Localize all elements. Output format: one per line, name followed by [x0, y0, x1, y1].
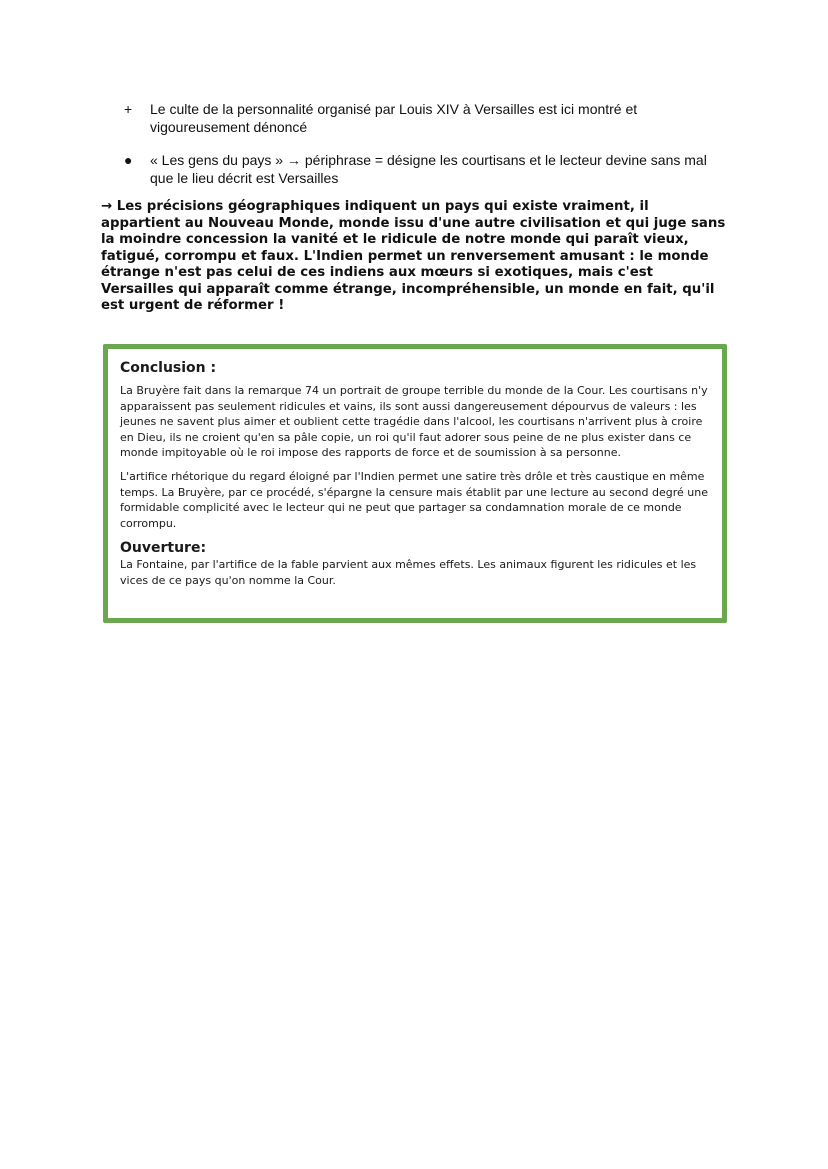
conclusion-paragraph: La Bruyère fait dans la remarque 74 un portrait de groupe terrible du monde de la Cour. Les courtisans n'y apparaissent pas seulement ridicules et vains, ils sont aussi dangereusement dépourvus de valeurs : les jeunes ne savent plus aimer et oublient cette tragédie dans l'alcool, les courtisans n'arrivent plus à croire en Dieu, ils ne croient qu'en sa pâle copie, un roi qu'il faut adorer sous peine de ne plus exister dans ce monde impitoyable où le roi impose des rapports de force et de soumission à sa personne. [120, 384, 708, 460]
bullet-list [120, 100, 720, 202]
bullet-text: Le culte de la personnalité organisé par Louis XIV à Versailles est ici montré et vigoureusement dénoncé [150, 101, 638, 135]
dot-marker-icon: ● [124, 152, 133, 168]
conclusion-heading: Conclusion : [120, 360, 217, 376]
bullet-item-gens-du-pays [120, 151, 720, 187]
opening-paragraph: La Fontaine, par l'artifice de la fable parvient aux mêmes effets. Les animaux figurent les ridicules et les vices de ce pays qu'on nomme la Cour. [120, 558, 697, 587]
plus-marker-icon: + [124, 101, 133, 117]
conclusion-box [103, 344, 727, 623]
conclusion-paragraph: L'artifice rhétorique du regard éloigné par l'Indien permet une satire très drôle et très caustique en même temps. La Bruyère, par ce procédé, s'épargne la censure mais établit par une lecture au second degré une formidable complicité avec le lecteur qui ne peut que partager sa condamnation morale de ce monde corrompu. [120, 469, 708, 530]
bullet-text: « Les gens du pays » → périphrase = désigne les courtisans et le lecteur devine sans mal que le lieu décrit est Versailles [150, 152, 707, 186]
opening-heading: Ouverture: [120, 540, 207, 557]
bullet-item-culte [120, 100, 720, 136]
analysis-paragraph: → Les précisions géographiques indiquent un pays qui existe vraiment, il appartient au Nouveau Monde, monde issu d'une autre civilisation et qui juge sans la moindre concession la vanité et le ridicule de notre monde qui paraît vieux, fatigué, corrompu et faux. L'Indien permet un renversement amusant : le monde étrange n'est pas celui de ces indiens aux mœurs si exotiques, mais c'est Versailles qui apparaît comme étrange, incompréhensible, un monde en fait, qu'il est urgent de réformer ! [101, 199, 726, 313]
conclusion-content [120, 359, 712, 597]
